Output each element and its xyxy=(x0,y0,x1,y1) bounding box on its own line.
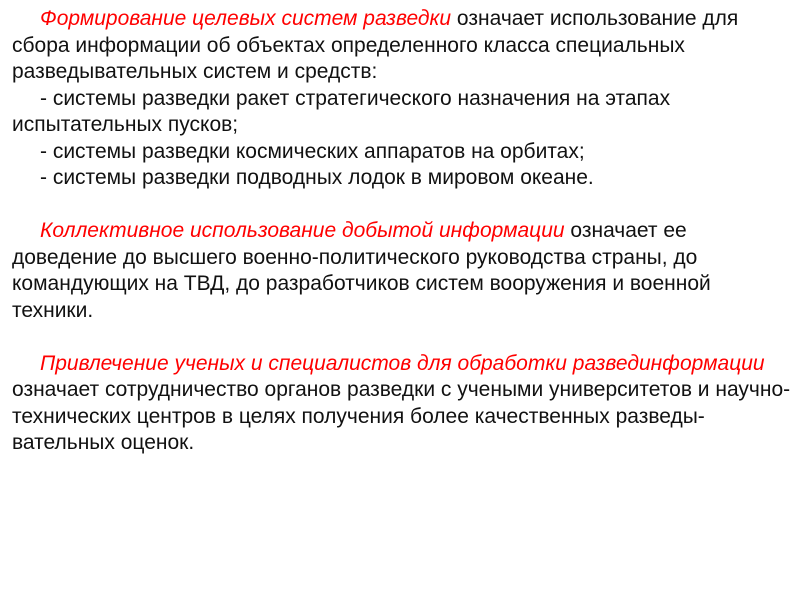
paragraph-spacer xyxy=(12,192,792,219)
definition-scientists: означает сотрудничество органов разведки с учеными университетов и научно-технических центров в целях получения более качественных разведы-вательных оценок. xyxy=(12,378,791,454)
section-scientists xyxy=(12,351,792,457)
term-targeted-systems: Формирование целевых систем разведки xyxy=(40,7,452,30)
section-targeted-systems xyxy=(12,6,792,86)
definition-collective-use: означает ее доведение до высшего военно-политического руководства страны, до командующих на ТВД, до разработчиков систем вооружения и военной техники. xyxy=(12,219,711,322)
bullet-spacecraft: - системы разведки космических аппаратов на орбитах; xyxy=(40,139,585,163)
paragraph-spacer xyxy=(12,324,792,351)
term-collective-use: Коллективное использование добытой информации xyxy=(40,219,565,242)
definition-targeted-systems: означает использование для сбора информации об объектах определенного класса специальных разведывательных систем и средств: xyxy=(12,7,739,83)
term-scientists: Привлечение ученых и специалистов для обработки развединформации xyxy=(40,351,765,375)
bullet-submarines: - системы разведки подводных лодок в мировом океане. xyxy=(40,166,594,189)
bullet-strategic-missiles: - системы разведки ракет стратегического назначения на этапах испытательных пусков; xyxy=(12,86,671,136)
section-collective-use xyxy=(12,218,792,324)
